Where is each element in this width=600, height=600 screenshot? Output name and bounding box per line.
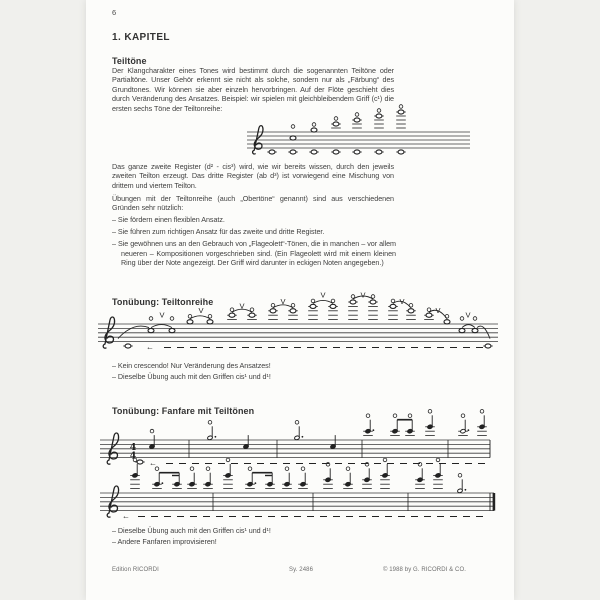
book-page [86, 0, 514, 600]
bullet-list-tonuebung-teiltonreihe [112, 361, 396, 383]
bullet-item: – Andere Fanfaren improvisieren! [112, 537, 217, 547]
svg-text:V: V [465, 310, 471, 320]
bullet-item: – Kein crescendo! Nur Veränderung des Ansatzes! [112, 361, 271, 370]
svg-text:V: V [399, 297, 405, 307]
bullet-item: – Dieselbe Übung auch mit den Griffen cis¹ und d¹! [112, 526, 271, 535]
svg-text:V: V [280, 297, 286, 307]
svg-text:V: V [320, 290, 326, 300]
svg-text:4: 4 [129, 450, 137, 462]
paragraph-teiltoene-2: Das ganze zweite Register (d² - cis³) wird, wie wir bereits wissen, durch den jeweils zweiten Teilton erzeugt. Das dritte Register (ab d³) ist vorwiegend eine Mischung von drittem und viertem Teilton. [112, 162, 394, 190]
svg-text:4: 4 [129, 441, 137, 453]
page-number: 6 [112, 8, 117, 17]
svg-text:V: V [159, 310, 165, 320]
svg-text:V: V [198, 306, 204, 315]
svg-text:←: ← [149, 458, 157, 468]
bullet-item: – Sie gewöhnen uns an den Gebrauch von „Flageolett“-Tönen, die in manchen – vor allem neueren – Kompositionen vorgeschrieben sind. (Ein Flageolett wird mit einem kleinen Ring über der Note angezeigt. Der Griff wird darunter in eckigen Noten angegeben.) [112, 239, 396, 268]
svg-text:←: ← [146, 342, 154, 352]
bullet-list-tonuebung-fanfare [112, 526, 396, 548]
footer-plate-number: Sy. 2486 [288, 567, 314, 573]
section-heading-tonuebung-teiltonreihe: Tonübung: Teiltonreihe [112, 297, 214, 307]
footer-edition: Edition RICORDI [112, 567, 159, 573]
paragraph-teiltoene-3: Übungen mit der Teiltonreihe (auch „Obertöne“ genannt) sind aus verschiedenen Gründen sehr nützlich: [112, 194, 394, 213]
chapter-title: 1. KAPITEL [112, 32, 170, 43]
footer-copyright: © 1988 by G. RICORDI & CO. [382, 567, 466, 573]
svg-text:V: V [360, 290, 366, 300]
bullet-item: – Dieselbe Übung auch mit den Griffen cis¹ und d¹! [112, 372, 271, 382]
svg-text:V: V [435, 306, 441, 315]
svg-text:V: V [239, 301, 245, 311]
bullet-item: – Sie fördern einen flexiblen Ansatz. [112, 215, 225, 224]
section-heading-teiltoene: Teiltöne [112, 56, 147, 66]
bullet-item: – Sie führen zum richtigen Ansatz für das zweite und dritte Register. [112, 227, 325, 237]
svg-text:←: ← [122, 511, 130, 521]
paragraph-teiltoene-1: Der Klangcharakter eines Tones wird bestimmt durch die sogenannten Teiltöne oder Partialtöne. Unser Gehör erkennt sie nicht als solche, sondern nur als „Färbung“ des Grundtones. Wir können sie aber einzeln hervorbringen. Auf der Flöte geschieht dies durch Veränderung des Ansatzes. Beispiel: wir spielen mit gleichbleibendem Griff (c¹) die ersten sechs Töne der Teiltonreihe: [112, 66, 394, 113]
section-heading-tonuebung-fanfare: Tonübung: Fanfare mit Teiltönen [112, 406, 255, 416]
bullet-list-teiltoene [112, 215, 396, 270]
